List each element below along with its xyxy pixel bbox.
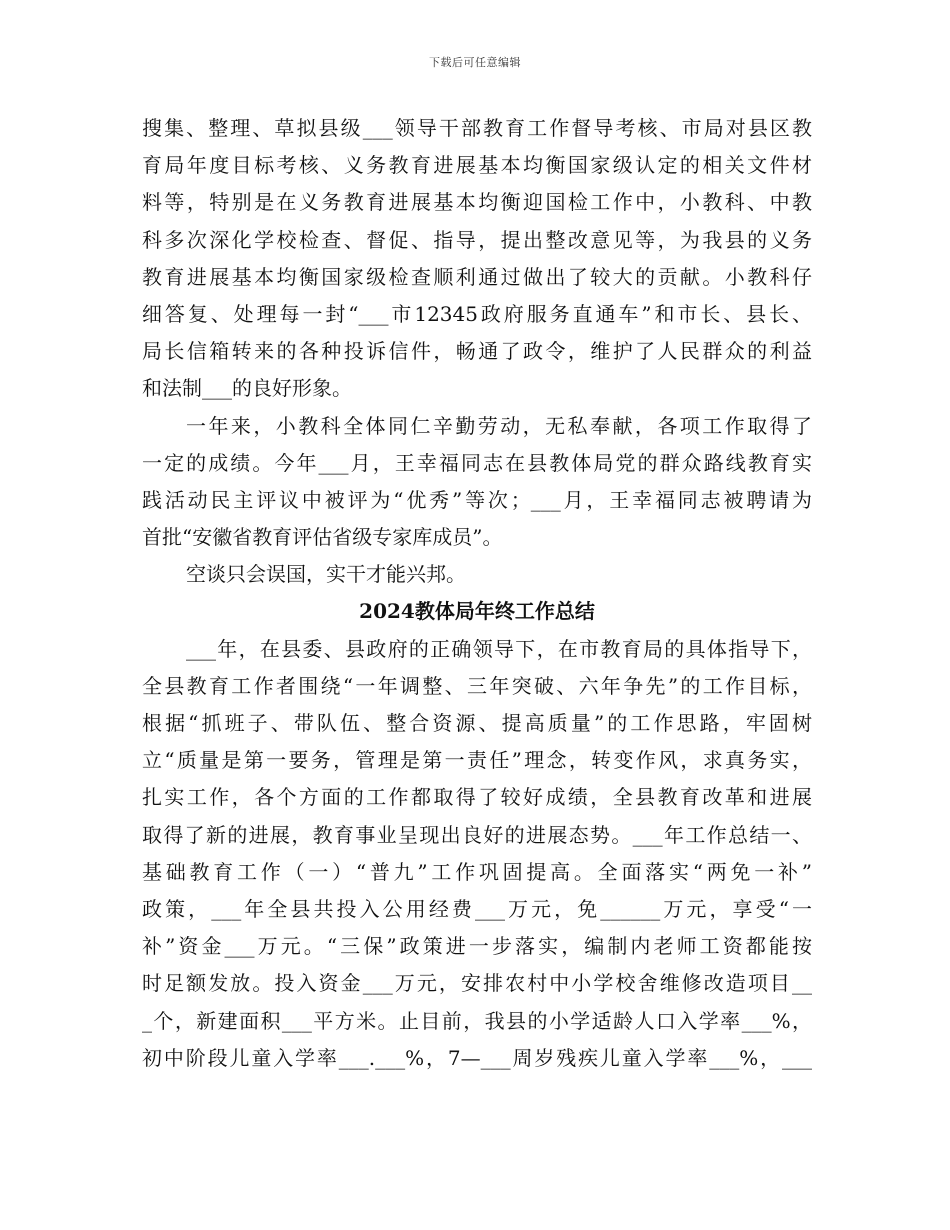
text-line: 空谈只会误国，实干才能兴邦。 xyxy=(186,562,466,587)
text-line: 教育进展基本均衡国家级检查顺利通过做出了较大的贡献。小教科仔 xyxy=(142,264,812,289)
text-line: 补”资金___万元。“三保”政策进一步落实，编制内老师工资都能按 xyxy=(142,934,812,959)
text-line: _个，新建面积___平方米。止目前，我县的小学适龄人口入学率___%， xyxy=(142,1008,812,1033)
text-line: 基础教育工作（一）“普九”工作巩固提高。全面落实“两免一补” xyxy=(142,859,812,884)
text-line: 搜集、整理、草拟县级___领导干部教育工作督导考核、市局对县区教 xyxy=(142,116,812,140)
text-line: 细答复、处理每一封“___市12345政府服务直通车”和市长、县长、 xyxy=(142,301,812,326)
text-line: 扎实工作，各个方面的工作都取得了较好成绩，全县教育改革和进展 xyxy=(142,785,812,810)
text-line: 和法制___的良好形象。 xyxy=(142,376,352,401)
text-line: 践活动民主评议中被评为“优秀”等次；___月，王幸福同志被聘请为 xyxy=(142,487,812,512)
text-line: 一年来，小教科全体同仁辛勤劳动，无私奉献，各项工作取得了 xyxy=(186,413,812,438)
text-line: 一定的成绩。今年___月，王幸福同志在县教体局党的群众路线教育实 xyxy=(142,450,812,475)
page-header: 下载后可任意编辑 xyxy=(429,56,521,69)
text-line: 政策，___年全县共投入公用经费___万元，免______万元，享受“一 xyxy=(142,896,812,921)
text-line: 取得了新的进展，教育事业呈现出良好的进展态势。___年工作总结一、 xyxy=(142,822,812,847)
text-line: 科多次深化学校检查、督促、指导，提出整改意见等，为我县的义务 xyxy=(142,227,812,252)
text-line: 初中阶段儿童入学率___.___%，7—___周岁残疾儿童入学率___%，___ xyxy=(142,1045,812,1070)
text-line: 料等，特别是在义务教育进展基本均衡迎国检工作中，小教科、中教 xyxy=(142,190,812,215)
text-line: 立“质量是第一要务，管理是第一责任”理念，转变作风，求真务实， xyxy=(142,748,812,773)
text-line: 全县教育工作者围绕“一年调整、三年突破、六年争先”的工作目标， xyxy=(142,673,812,698)
section-title: 2024教体局年终工作总结 xyxy=(359,599,595,624)
text-line: 时足额发放。投入资金___万元，安排农村中小学校舍维修改造项目__ xyxy=(142,971,812,996)
text-line: 局长信箱转来的各种投诉信件，畅通了政令，维护了人民群众的利益 xyxy=(142,339,812,364)
text-line: 首批“安徽省教育评估省级专家库成员”。 xyxy=(142,525,503,550)
text-line: 根据“抓班子、带队伍、整合资源、提高质量”的工作思路，牢固树 xyxy=(142,711,812,735)
document-body xyxy=(142,110,812,1077)
text-line: ___年，在县委、县政府的正确领导下，在市教育局的具体指导下， xyxy=(186,636,812,661)
text-line: 育局年度目标考核、义务教育进展基本均衡国家级认定的相关文件材 xyxy=(142,153,812,178)
